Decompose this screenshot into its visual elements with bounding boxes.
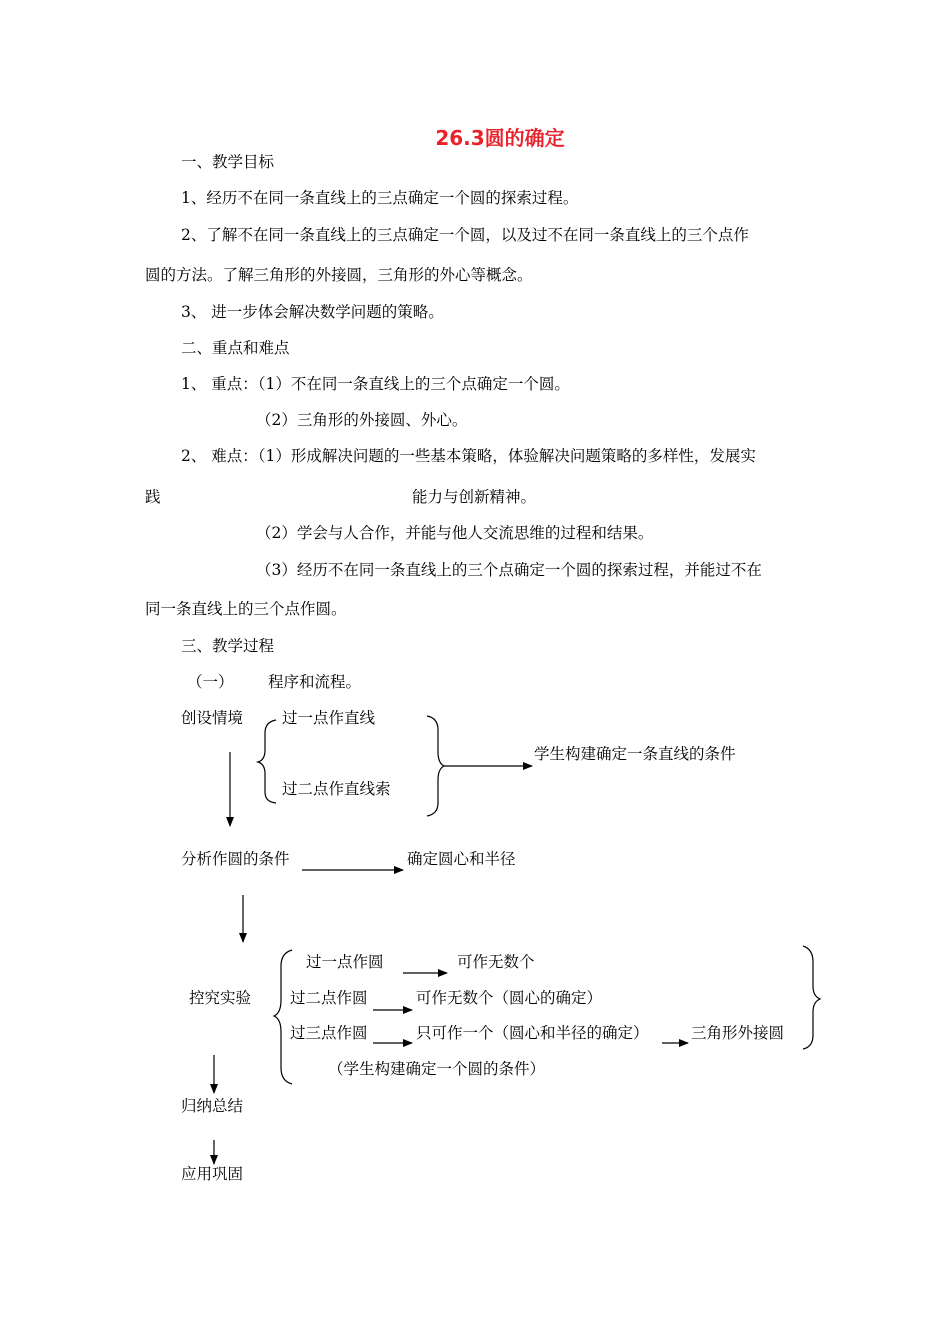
section-heading-key-points: 二、重点和难点 [181, 339, 290, 357]
flow-circle-one-point-result: 可作无数个 [457, 953, 535, 971]
difficulty-3-line2: 同一条直线上的三个点作圆。 [145, 600, 347, 618]
right-brace-experiment [803, 946, 820, 1049]
flow-step-experiment: 控究实验 [189, 989, 252, 1007]
flow-step-analyze: 分析作圆的条件 [181, 850, 290, 868]
flow-step-create-situation: 创设情境 [181, 709, 244, 727]
subsection-label: （一） [187, 673, 234, 691]
key-point-1: 1、 重点：（1）不在同一条直线上的三个点确定一个圆。 [181, 375, 570, 393]
flow-circle-two-points-result: 可作无数个（圆心的确定） [416, 989, 603, 1007]
flow-circle-two-points: 过二点作圆 [290, 989, 368, 1007]
flow-line-result: 学生构建确定一条直线的条件 [534, 745, 736, 763]
flow-analyze-result: 确定圆心和半径 [407, 850, 516, 868]
page-title: 26.3圆的确定 [435, 126, 565, 150]
section-heading-process: 三、教学过程 [181, 637, 275, 655]
flow-step-summarize: 归纳总结 [181, 1097, 244, 1115]
flow-line-one-point: 过一点作直线 [282, 709, 376, 727]
objective-3: 3、 进一步体会解决数学问题的策略。 [181, 303, 444, 321]
flow-step-apply: 应用巩固 [181, 1165, 244, 1183]
flow-circle-three-points-result: 只可作一个（圆心和半径的确定） [416, 1024, 649, 1042]
difficulty-1-line1: 2、 难点：（1）形成解决问题的一些基本策略，体验解决问题策略的多样性，发展实 [181, 447, 756, 465]
left-brace-lines [258, 720, 276, 803]
difficulty-1-line2-end: 能力与创新精神。 [412, 488, 537, 506]
right-brace-lines [427, 716, 444, 816]
difficulty-3-line1: （3）经历不在同一条直线上的三个点确定一个圆的探索过程，并能过不在 [256, 561, 762, 579]
difficulty-1-line2-start: 践 [145, 488, 161, 506]
difficulty-2: （2）学会与人合作，并能与他人交流思维的过程和结果。 [256, 524, 654, 542]
section-heading-objectives: 一、教学目标 [181, 153, 275, 171]
objective-2-line1: 2、了解不在同一条直线上的三点确定一个圆，以及过不在同一条直线上的三个点作 [181, 226, 749, 244]
flow-experiment-note: （学生构建确定一个圆的条件） [328, 1060, 546, 1078]
subsection-title: 程序和流程。 [268, 673, 362, 691]
flow-line-two-points: 过二点作直线索 [282, 780, 391, 798]
objective-2-line2: 圆的方法。了解三角形的外接圆，三角形的外心等概念。 [145, 266, 533, 284]
left-brace-experiment [274, 950, 292, 1084]
flow-circle-one-point: 过一点作圆 [306, 953, 384, 971]
objective-1: 1、经历不在同一条直线上的三点确定一个圆的探索过程。 [181, 189, 579, 207]
flow-circle-three-points: 过三点作圆 [290, 1024, 368, 1042]
key-point-2: （2）三角形的外接圆、外心。 [256, 411, 468, 429]
flow-circumcircle: 三角形外接圆 [691, 1024, 785, 1042]
